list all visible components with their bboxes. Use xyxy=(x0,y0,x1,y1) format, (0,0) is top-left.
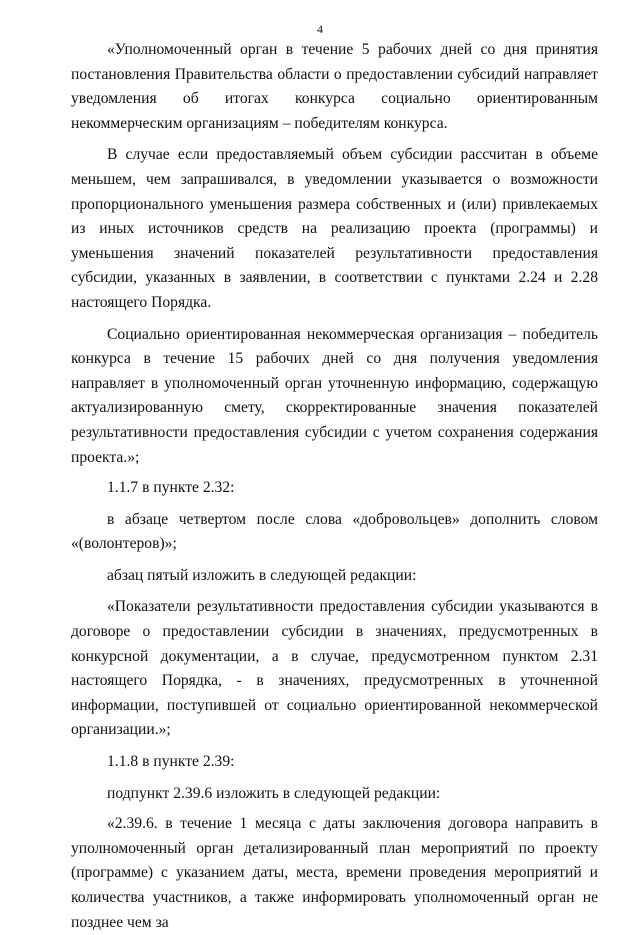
document-body xyxy=(71,38,598,935)
paragraph-10: «2.39.6. в течение 1 месяца с даты заключения договора направить в уполномоченный орган детализированный план мероприятий по проекту (программе) с указанием даты, места, времени проведения мероприятий и количества участников, а также информировать уполномоченный орган не позднее чем за xyxy=(71,815,598,931)
paragraph-5: в абзаце четвертом после слова «добровольцев» дополнить словом «(волонтеров)»; xyxy=(71,510,598,553)
paragraph-8: 1.1.8 в пункте 2.39: xyxy=(107,753,235,771)
paragraph-9: подпункт 2.39.6 изложить в следующей редакции: xyxy=(107,784,441,802)
paragraph-1: «Уполномоченный орган в течение 5 рабочих дней со дня принятия постановления Правительства области о предоставлении субсидий направляет уведомления об итогах конкурса социально ориентированным некоммерческим организациям – победителям конкурса. xyxy=(71,41,598,132)
paragraph-4: 1.1.7 в пункте 2.32: xyxy=(107,479,235,497)
page-number: 4 xyxy=(317,22,323,36)
paragraph-3: Социально ориентированная некоммерческая организация – победитель конкурса в течение 15 рабочих дней со дня получения уведомления направляет в уполномоченный орган уточненную информацию, содержащую актуализированную смету, скорректированные значения показателей результативности предоставления субсидии с учетом сохранения содержания проекта.»; xyxy=(71,325,598,466)
paragraph-6: абзац пятый изложить в следующей редакции: xyxy=(107,566,417,584)
paragraph-7: «Показатели результативности предоставления субсидии указываются в договоре о предоставлении субсидии в значениях, предусмотренных в конкурсной документации, а в случае, предусмотренном пунктом 2.31 настоящего Порядка, - в значениях, предусмотренных в уточненной информации, поступившей от социально ориентированной некоммерческой организации.»; xyxy=(71,598,598,739)
paragraph-2: В случае если предоставляемый объем субсидии рассчитан в объеме меньшем, чем запрашивался, в уведомлении указывается о возможности пропорционального уменьшения размера собственных и (или) привлекаемых из иных источников средств на реализацию проекта (программы) и уменьшения значений показателей результативности предоставления субсидии, указанных в заявлении, в соответствии с пунктами 2.24 и 2.28 настоящего Порядка. xyxy=(71,146,598,311)
